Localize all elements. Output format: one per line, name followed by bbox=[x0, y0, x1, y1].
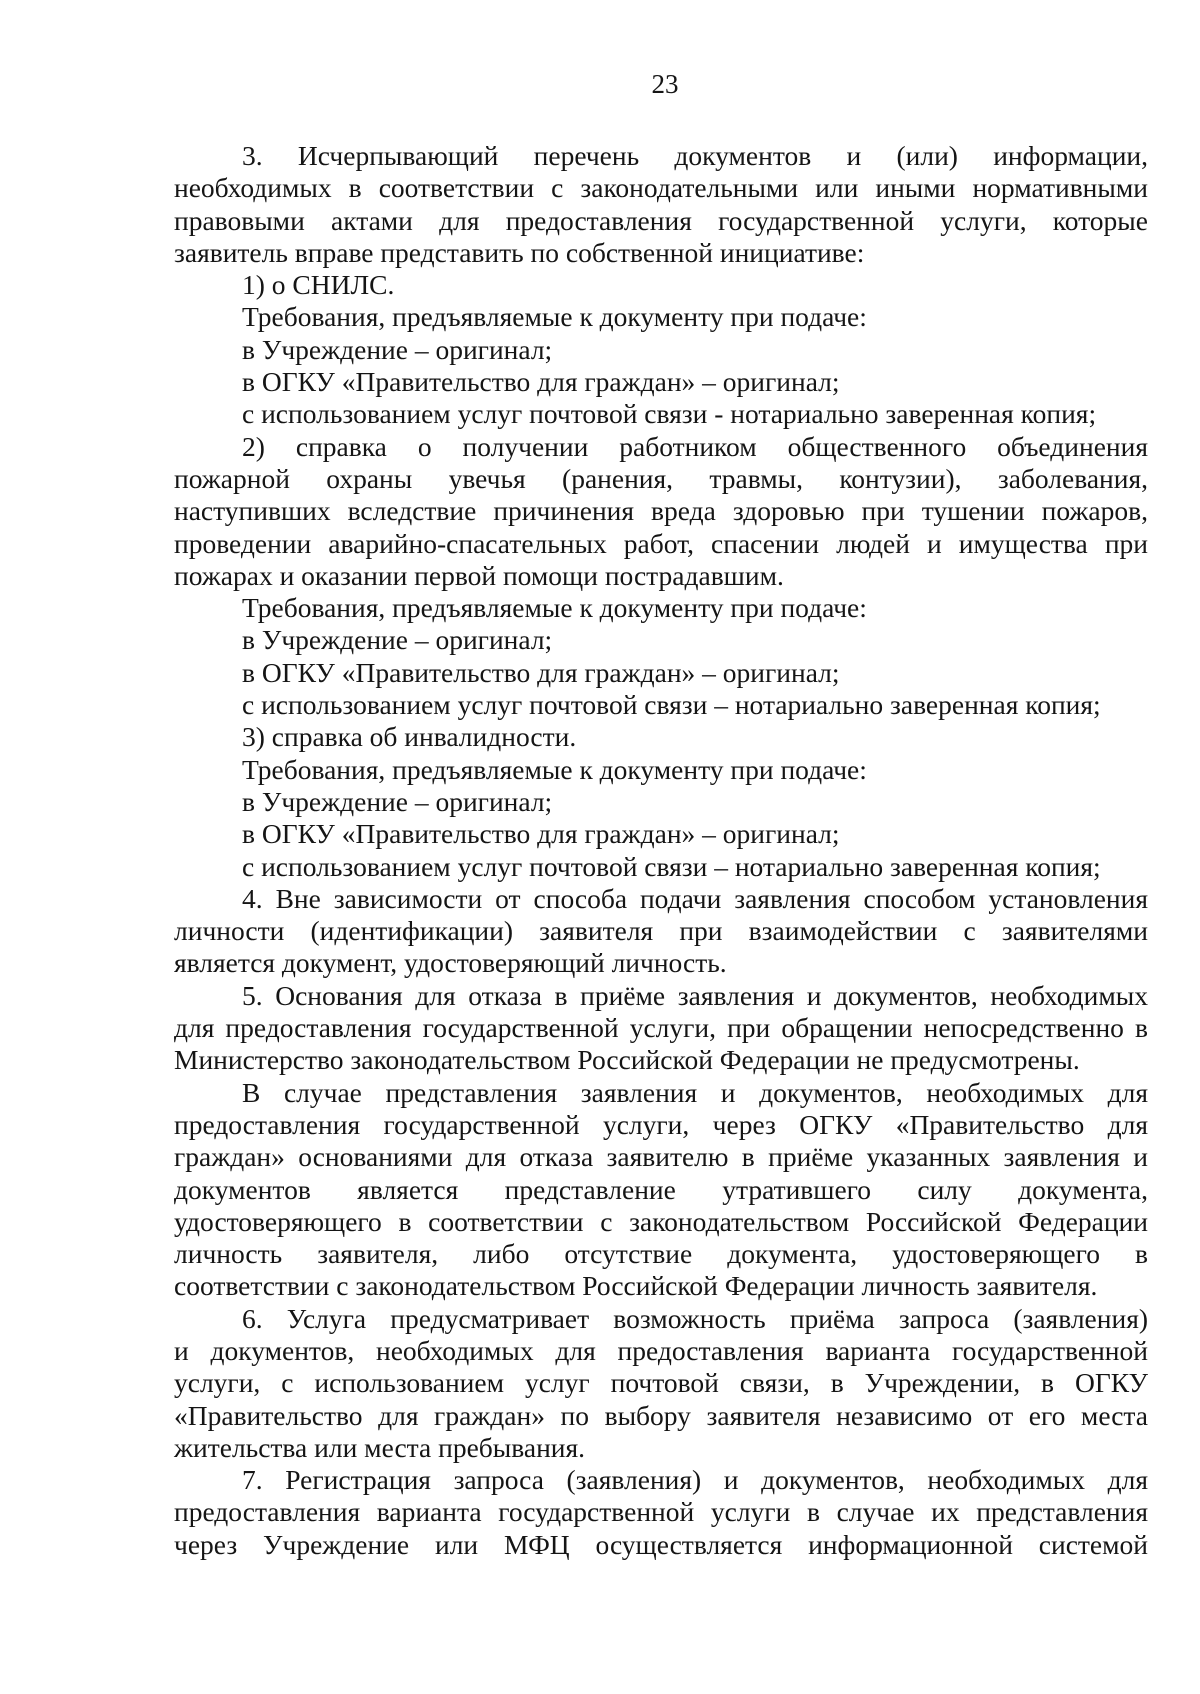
list-line: 1) о СНИЛС. bbox=[242, 269, 395, 301]
paragraph-line: 3. Исчерпывающий перечень документов и (или) информации, bbox=[242, 140, 1148, 171]
paragraph-line: «Правительство для граждан» по выбору заявителя независимо от его места bbox=[174, 1399, 1148, 1431]
document-page bbox=[174, 68, 1148, 1561]
paragraph-line: предоставления варианта государственной услуги в случае их представления bbox=[174, 1496, 1148, 1528]
list-line: с использованием услуг почтовой связи – нотариально заверенная копия; bbox=[242, 689, 1101, 721]
list-line: в ОГКУ «Правительство для граждан» – оригинал; bbox=[242, 366, 840, 398]
list-line: с использованием услуг почтовой связи - нотариально заверенная копия; bbox=[242, 398, 1097, 430]
list-line: с использованием услуг почтовой связи – нотариально заверенная копия; bbox=[242, 850, 1101, 882]
paragraph bbox=[174, 980, 1148, 1077]
paragraph bbox=[174, 140, 1148, 269]
paragraph-line: предоставления государственной услуги, через ОГКУ «Правительство для bbox=[174, 1108, 1148, 1140]
paragraph-line: документов является представление утратившего силу документа, bbox=[174, 1173, 1148, 1205]
paragraph-line: является документ, удостоверяющий личность. bbox=[174, 947, 727, 979]
document-body bbox=[174, 140, 1148, 1561]
paragraph-line: Министерство законодательством Российской Федерации не предусмотрены. bbox=[174, 1044, 1080, 1076]
paragraph bbox=[174, 1464, 1148, 1561]
paragraph-line: пожарах и оказании первой помощи пострадавшим. bbox=[174, 559, 784, 591]
list-line: в Учреждение – оригинал; bbox=[242, 333, 553, 365]
paragraph-line: личность заявителя, либо отсутствие документа, удостоверяющего в bbox=[174, 1238, 1148, 1270]
paragraph bbox=[174, 1303, 1148, 1464]
paragraph-line: В случае представления заявления и документов, необходимых для bbox=[242, 1076, 1148, 1108]
paragraph bbox=[174, 431, 1148, 592]
paragraph-line: граждан» основаниями для отказа заявителю в приёме указанных заявления и bbox=[174, 1141, 1148, 1173]
paragraph-line: наступивших вследствие причинения вреда здоровью при тушении пожаров, bbox=[174, 495, 1148, 527]
paragraph bbox=[174, 1077, 1148, 1303]
paragraph-line: правовыми актами для предоставления государственной услуги, которые bbox=[174, 204, 1148, 236]
paragraph-line: для предоставления государственной услуги, при обращении непосредственно в bbox=[174, 1012, 1148, 1044]
list-line: 3) справка об инвалидности. bbox=[242, 721, 577, 753]
paragraph-line: пожарной охраны увечья (ранения, травмы, контузии), заболевания, bbox=[174, 462, 1148, 494]
paragraph-line: необходимых в соответствии с законодательными или иными нормативными bbox=[174, 172, 1148, 204]
paragraph-line: личности (идентификации) заявителя при взаимодействии с заявителями bbox=[174, 915, 1148, 947]
list-line: в Учреждение – оригинал; bbox=[242, 624, 553, 656]
paragraph-line: услуги, с использованием услуг почтовой связи, в Учреждении, в ОГКУ bbox=[174, 1367, 1148, 1399]
list-line: в ОГКУ «Правительство для граждан» – оригинал; bbox=[242, 818, 840, 850]
list-line: Требования, предъявляемые к документу при подаче: bbox=[242, 301, 867, 333]
list-line: в ОГКУ «Правительство для граждан» – оригинал; bbox=[242, 656, 840, 688]
list-line: Требования, предъявляемые к документу при подаче: bbox=[242, 592, 867, 624]
list-line: в Учреждение – оригинал; bbox=[242, 785, 553, 817]
paragraph-line: соответствии с законодательством Российской Федерации личность заявителя. bbox=[174, 1270, 1098, 1302]
paragraph-line: жительства или места пребывания. bbox=[174, 1431, 586, 1463]
paragraph-line: 2) справка о получении работником общественного объединения bbox=[242, 430, 1148, 462]
paragraph-line: через Учреждение или МФЦ осуществляется информационной системой bbox=[174, 1528, 1148, 1560]
list-line: Требования, предъявляемые к документу при подаче: bbox=[242, 753, 867, 785]
paragraph-line: проведении аварийно-спасательных работ, спасении людей и имущества при bbox=[174, 527, 1148, 559]
paragraph-line: 5. Основания для отказа в приёме заявления и документов, необходимых bbox=[242, 979, 1148, 1011]
paragraph-line: 7. Регистрация запроса (заявления) и документов, необходимых для bbox=[242, 1464, 1148, 1496]
paragraph bbox=[174, 883, 1148, 980]
paragraph-line: 6. Услуга предусматривает возможность приёма запроса (заявления) bbox=[242, 1302, 1148, 1334]
paragraph-line: удостоверяющего в соответствии с законодательством Российской Федерации bbox=[174, 1205, 1148, 1237]
paragraph-line: и документов, необходимых для предоставления варианта государственной bbox=[174, 1334, 1148, 1366]
paragraph-line: 4. Вне зависимости от способа подачи заявления способом установления bbox=[242, 882, 1148, 914]
paragraph-line: заявитель вправе представить по собственной инициативе: bbox=[174, 236, 865, 268]
page-number: 23 bbox=[651, 69, 679, 99]
